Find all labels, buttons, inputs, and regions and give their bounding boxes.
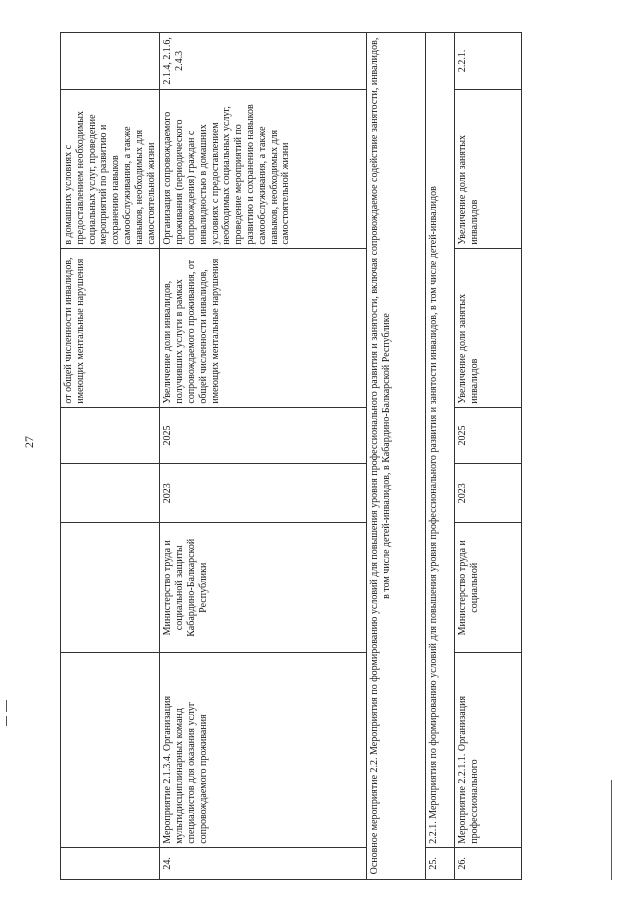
executor: Министерство труда и социальной защиты Кабардино-Балкарской Республики — [160, 523, 367, 653]
table-row — [455, 33, 522, 880]
result: Увеличение доли занятых инвалидов — [455, 89, 522, 248]
scan-mark — [6, 700, 7, 712]
scan-mark — [6, 716, 7, 726]
indicator: Увеличение доли инвалидов, получивших услуги в рамках сопровождаемого проживания, от общей численности инвалидов, имеющих ментальные нарушения — [160, 248, 367, 407]
page-number: 27 — [22, 436, 36, 448]
table-row — [426, 33, 455, 880]
subsection-heading: 2.2.1. Мероприятия по формированию условий для повышения уровня профессионального развития и занятости инвалидов, в том числе детей-инвалидов — [426, 33, 455, 848]
cell-event — [61, 653, 160, 848]
cell-year-start — [61, 464, 160, 523]
table-row — [160, 33, 367, 880]
program-table — [60, 32, 522, 880]
cell-executor — [61, 523, 160, 653]
row-number: 26. — [455, 847, 522, 879]
event-title: Мероприятие 2.2.1.1. Организация профессионального — [455, 653, 522, 848]
year-end: 2025 — [160, 407, 367, 464]
year-start: 2023 — [160, 464, 367, 523]
executor: Министерство труда и социальной — [455, 523, 522, 653]
cell-num — [61, 847, 160, 879]
year-end: 2025 — [455, 407, 522, 464]
scan-mark — [611, 780, 612, 880]
year-start: 2023 — [455, 464, 522, 523]
cell-year-end — [61, 407, 160, 464]
indicator: Увеличение доли занятых инвалидов — [455, 248, 522, 407]
row-number: 25. — [426, 847, 455, 879]
cell-indicator: от общей численности инвалидов, имеющих ментальные нарушения — [61, 248, 160, 407]
cell-ref — [61, 33, 160, 90]
reference: 2.1.4, 2.1.6, 2.4.3 — [160, 33, 367, 90]
cell-result: в домашних условиях с предоставлением необходимых социальных услуг, проведение мероприятий по развитию и сохранению навыков самообслуживания, а также навыков, необходимых для самостоятельной жизни — [61, 89, 160, 248]
main-event-heading: Основное мероприятие 2.2. Мероприятия по формированию условий для повышения уровня профессионального развития и занятости, включая сопровождаемое содействие занятости, инвалидов, в том числе детей-инвалидов, в Кабардино-Балкарской Республике — [367, 33, 426, 880]
event-title: Мероприятие 2.1.3.4. Организация мультидисциплинарных команд специалистов для оказания услуг сопровождаемого проживания — [160, 653, 367, 848]
rotated-page-content — [60, 32, 572, 880]
table-row — [61, 33, 160, 880]
reference: 2.2.1. — [455, 33, 522, 90]
table-row — [367, 33, 426, 880]
row-number: 24. — [160, 847, 367, 879]
result: Организация сопровождаемого проживания (периодического сопровождения) граждан с инвалидностью в домашних условиях с предоставлением необходимых социальных услуг, проведение мероприятий по развитию и сохранению навыков самообслуживания, а также навыков, необходимых для самостоятельной жизни — [160, 89, 367, 248]
